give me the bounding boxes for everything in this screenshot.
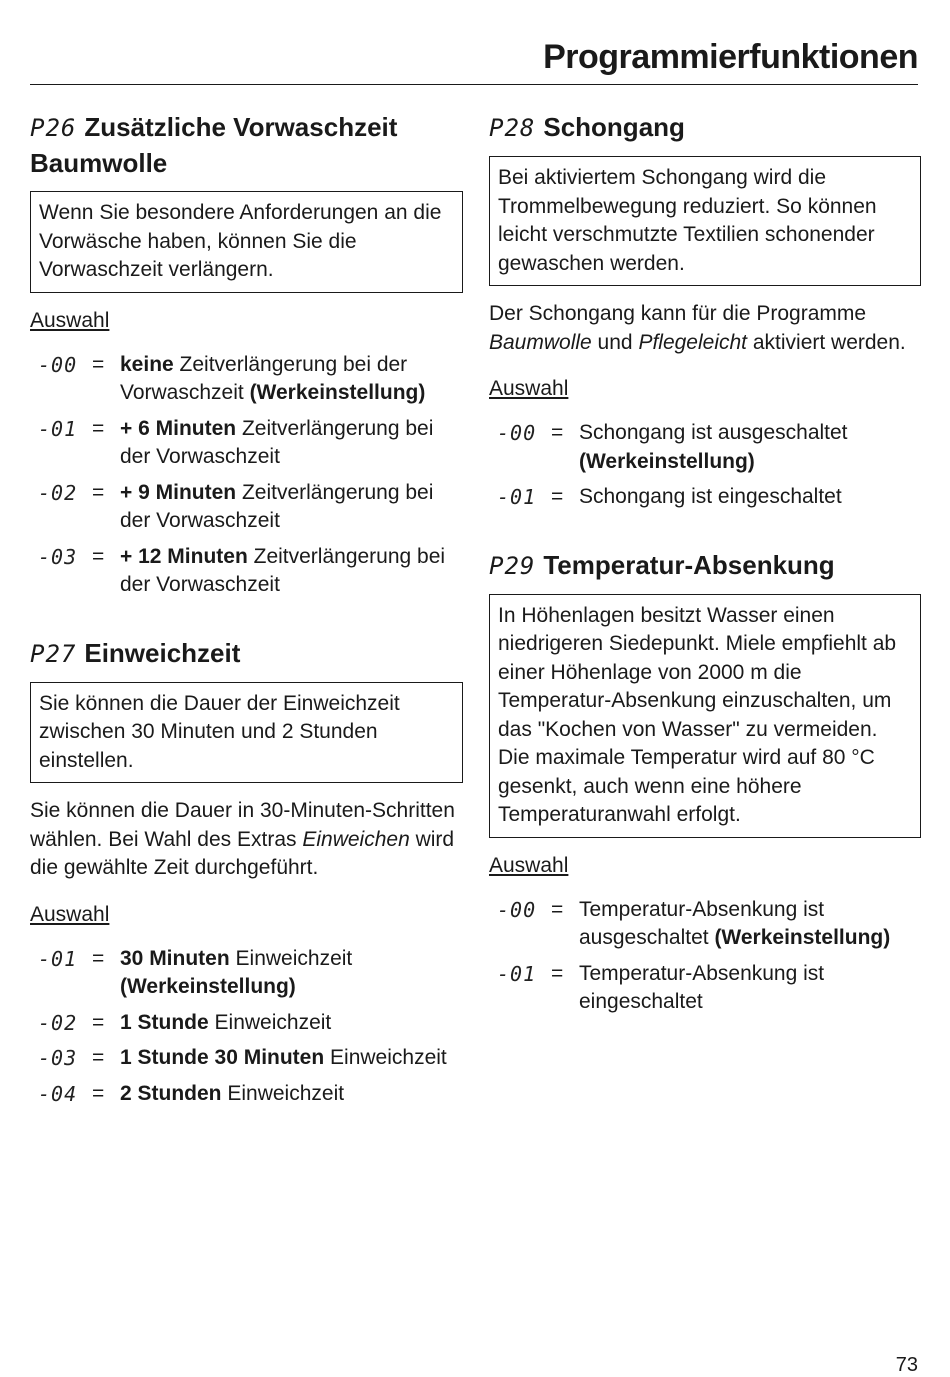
section-title-text: Schongang	[543, 112, 685, 142]
program-code: P29	[489, 551, 536, 580]
paragraph: Sie können die Dauer in 30-Minuten-Schritten wählen. Bei Wahl des Extras Einweichen wird die gewählte Zeit durchgeführt.	[30, 799, 455, 879]
program-code: P26	[30, 114, 77, 142]
page-header	[30, 36, 918, 85]
option-text: 2 Stunden Einweichzeit	[120, 1081, 345, 1105]
option-code: -02	[38, 480, 78, 505]
section-title-p28	[489, 110, 921, 146]
option-text: 1 Stunde 30 Minuten Einweichzeit	[120, 1046, 447, 1069]
program-code: P28	[489, 114, 536, 142]
option-row	[30, 543, 463, 600]
page-title: Programmierfunktionen	[543, 38, 918, 76]
equals-sign: =	[92, 352, 105, 376]
equals-sign: =	[551, 897, 564, 921]
section-title-p26	[30, 110, 463, 181]
option-text: + 6 Minuten Zeitverlängerung bei der Vorwaschzeit	[120, 416, 434, 468]
option-row	[489, 896, 921, 953]
option-text: keine Zeitverlängerung bei der Vorwaschzeit (Werkeinstellung)	[120, 352, 426, 404]
option-code: -01	[38, 416, 78, 441]
option-row	[30, 1080, 463, 1109]
equals-sign: =	[92, 480, 105, 504]
program-code: P27	[30, 639, 77, 668]
equals-sign: =	[92, 1046, 105, 1069]
info-box: Sie können die Dauer der Einweichzeit zwischen 30 Minuten und 2 Stunden einstellen.	[30, 682, 463, 784]
option-row	[489, 960, 921, 1017]
equals-sign: =	[92, 544, 105, 568]
option-text: + 12 Minuten Zeitverlängerung bei der Vorwaschzeit	[120, 544, 446, 596]
right-column	[489, 110, 921, 1053]
option-row	[30, 1044, 463, 1073]
option-text: 1 Stunde Einweichzeit	[120, 1010, 332, 1034]
equals-sign: =	[92, 1081, 105, 1105]
equals-sign: =	[551, 961, 564, 985]
left-column	[30, 110, 463, 1144]
equals-sign: =	[92, 946, 105, 970]
section-title-text: Temperatur-Absenkung	[543, 549, 835, 580]
option-row	[30, 351, 463, 408]
section-p29	[489, 548, 921, 1017]
option-row	[489, 483, 921, 512]
section-title-text: Zusätzliche Vorwaschzeit Baumwolle	[30, 112, 398, 178]
equals-sign: =	[551, 485, 564, 508]
section-title-p27	[30, 636, 463, 672]
option-row	[30, 415, 463, 472]
option-code: -04	[38, 1081, 78, 1106]
paragraph: Der Schongang kann für die Programme Baumwolle und Pflegeleicht aktiviert werden.	[489, 302, 906, 354]
equals-sign: =	[92, 416, 105, 440]
auswahl-heading: Auswahl	[30, 902, 110, 926]
option-code: -03	[38, 544, 78, 569]
option-text: Schongang ist ausgeschaltet (Werkeinstellung)	[579, 421, 848, 473]
option-row	[30, 1009, 463, 1038]
section-p27	[30, 636, 463, 1109]
auswahl-heading: Auswahl	[30, 308, 110, 332]
auswahl-heading: Auswahl	[489, 853, 569, 877]
option-code: -03	[38, 1046, 78, 1070]
section-title-text: Einweichzeit	[84, 637, 241, 668]
section-p26	[30, 110, 463, 600]
info-box: In Höhenlagen besitzt Wasser einen niedrigeren Siedepunkt. Miele empfiehlt ab einer Höhenlage von 2000 m die Temperatur-Absenkung einzuschalten, um das "Kochen von Wasser" zu vermeiden. Die maximale Temperatur wird auf 80 °C gesenkt, auch wenn eine höhere Temperaturanwahl erfolgt.	[489, 594, 921, 838]
auswahl-heading: Auswahl	[489, 377, 569, 400]
option-text: 30 Minuten Einweichzeit (Werkeinstellung)	[120, 946, 353, 998]
page-number: 73	[895, 1354, 918, 1376]
option-row	[489, 419, 921, 476]
option-text: Schongang ist eingeschaltet	[579, 485, 842, 508]
option-text: Temperatur-Absenkung ist ausgeschaltet (Werkeinstellung)	[579, 897, 891, 949]
section-p28	[489, 110, 921, 512]
option-text: + 9 Minuten Zeitverlängerung bei der Vorwaschzeit	[120, 480, 434, 532]
section-title-p29	[489, 548, 921, 584]
option-code: -01	[497, 485, 537, 509]
equals-sign: =	[92, 1010, 105, 1034]
info-box: Wenn Sie besondere Anforderungen an die Vorwäsche haben, können Sie die Vorwaschzeit verlängern.	[30, 191, 463, 293]
option-code: -02	[38, 1010, 78, 1035]
option-text: Temperatur-Absenkung ist eingeschaltet	[579, 961, 825, 1013]
equals-sign: =	[551, 421, 564, 444]
option-code: -00	[497, 897, 537, 922]
option-code: -00	[38, 352, 78, 377]
option-row	[30, 479, 463, 536]
option-code: -00	[497, 421, 537, 445]
option-row	[30, 945, 463, 1002]
option-code: -01	[38, 946, 78, 971]
option-code: -01	[497, 961, 537, 986]
info-box: Bei aktiviertem Schongang wird die Trommelbewegung reduziert. So können leicht verschmutzte Textilien schonender gewaschen werden.	[489, 156, 921, 286]
